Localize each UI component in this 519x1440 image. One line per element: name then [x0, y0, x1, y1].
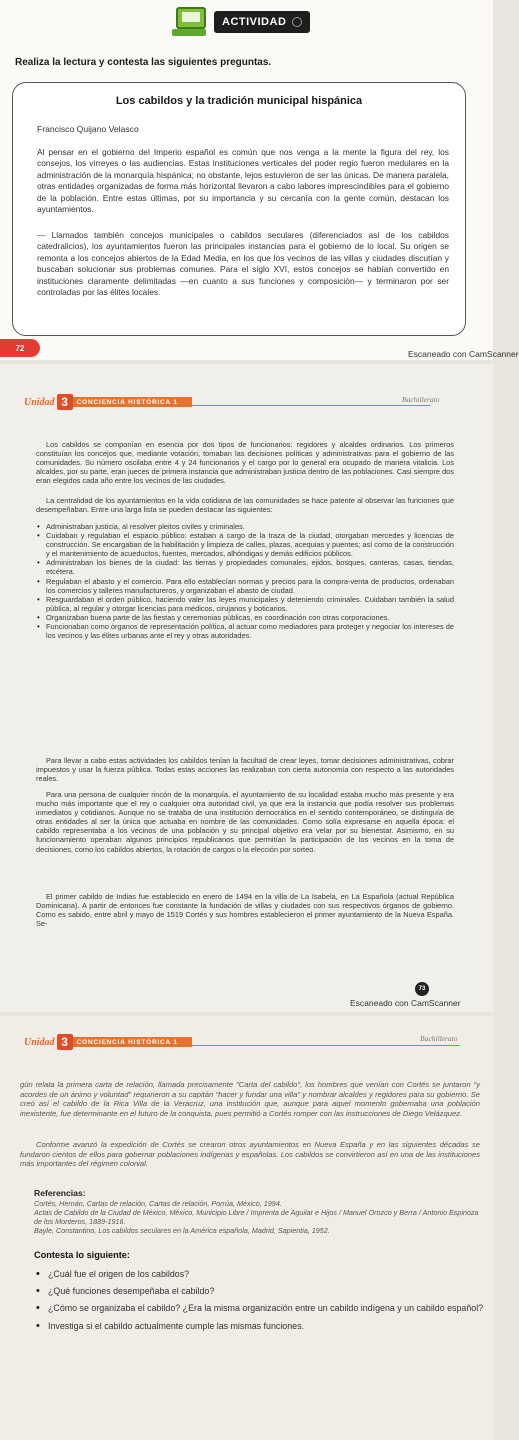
- unit-band: CONCIENCIA HISTÓRICA 1: [73, 397, 192, 407]
- paragraph: Conforme avanzó la expedición de Cortés se crearon otros ayuntamientos en Nueva España y en las siguientes décadas se fundaron cientos de ellos para gobernar poblaciones indígenas y españolas. Los cabildos se convirtieron así en una de las instituciones más importantes del régimen colonial.: [20, 1140, 480, 1169]
- question-item: • ¿Cuál fue el origen de los cabildos?: [34, 1268, 484, 1280]
- paragraph: Para una persona de cualquier rincón de la monarquía, el ayuntamiento de su localidad estaba mucho más presente y era mucho más importante que el rey o cualquier otra autoridad civil, ya que era la instancia que podía resolver sus problemas inmediatos y cotidianos. Aunque no se trataba de una institución democrática en el sentido contemporáneo, se distinguía de otras entidades al ser la única que actuaba en nombre de las comunidades. Como solía expresarse en aquella época: el cabildo representaba a los vecinos de una población y su principal objetivo era velar por su bienestar. Asimismo, en su funcionamiento operaban algunos principios republicanos que permitían la participación de los vecinos en la toma de decisiones, como los cabildos abiertos, la rotación de cargos o la elección por sorteo.: [36, 790, 454, 854]
- questions-heading: Contesta lo siguiente:: [34, 1250, 130, 1260]
- activity-label: [214, 11, 310, 33]
- article-author: Francisco Quijano Velasco: [37, 124, 139, 134]
- questions-list: [34, 1268, 484, 1337]
- page-73: [0, 364, 493, 1012]
- paragraph: Los cabildos se componían en esencia por dos tipos de funcionarios: regidores y alcaldes ordinarios. Los primeros constituían los concejos que, mediante votación, tomaban las decisiones políticas y administrativas para el gobierno de las comunidades. Su número oscilaba entre 4 y 24 funcionarios y el cargo por lo general era ocupado de manera vitalicia. Los alcaldes, por su parte, eran jueces de primera instancia que administraban justicia dentro de las poblaciones. Casi siempre dos eran elegidos cada año entre los vecinos de las ciudades.: [36, 440, 454, 486]
- unit-number: 3: [57, 394, 73, 410]
- level-label: Bachillerato: [420, 1034, 458, 1043]
- reference-item: Cortés, Hernán, Cartas de relación, Cartas de relación, Porrúa, México, 1994.: [34, 1199, 282, 1208]
- list-item: • Administraban los bienes de la ciudad: las tierras y propiedades comunales, ejidos, bosques, canteras, casas, tiendas, etcétera.: [36, 558, 454, 576]
- page-72: [0, 0, 519, 360]
- unit-band: CONCIENCIA HISTÓRICA 1: [73, 1037, 192, 1047]
- page-74: [0, 1016, 493, 1440]
- list-item: • Regulaban el abasto y el comercio. Para ello establecían normas y precios para la compra-venta de productos, ordenaban los comercios y talleres manufactureros, y organizaban el abasto de ciudad.: [36, 577, 454, 595]
- unit-word: Unidad: [24, 396, 55, 408]
- scanner-watermark: Escaneado con CamScanner: [350, 998, 461, 1008]
- reading-box: [12, 82, 466, 336]
- question-item: • Investiga si el cabildo actualmente cumple las mismas funciones.: [34, 1320, 484, 1332]
- reference-item: Actas de Cabildo de la Ciudad de México, México, Municipio Libre / Imprenta de Aguilar e Hijos / Manuel Orozco y Berra / Antonio Espinoza de los Monteros, 1889-1916.: [34, 1208, 479, 1226]
- page-number: 72: [0, 339, 40, 357]
- paragraph: Para llevar a cabo estas actividades los cabildos tenían la facultad de crear leyes, tomar decisiones administrativas, cobrar impuestos y usar la fuerza pública. Todas estas acciones las realizaban con cierta autonomía con respecto a las autoridades reales.: [36, 756, 454, 784]
- list-item: • Funcionaban como órganos de representación política, al actuar como mediadores para proteger y negociar los intereses de los vecinos y las élites urbanas ante el rey y otras autoridades.: [36, 622, 454, 640]
- header-rule: [150, 1045, 460, 1046]
- references-list: [34, 1199, 484, 1235]
- unit-number: 3: [57, 1034, 73, 1050]
- paragraph: gún relata la primera carta de relación, llamada precisamente "Carta del cabildo", los hombres que venían con Cortés se juntaron "y acordes de un ánimo y voluntad" requirieron a su capitán "hacer y fundar una villa" y nombrar alcaldes y regidores para su gobierno. Se creó así el cabildo de la Rica Villa de la Veracruz, una institución que, aunque para aquel momento gobernaba una población inexistente, fue determinante en el futuro de la conquista, pues permitió a Cortés romper con las instrucciones de Diego Velázquez.: [20, 1080, 480, 1118]
- scanner-watermark: Escaneado con CamScanner: [408, 349, 519, 359]
- unit-header: [24, 1034, 192, 1050]
- level-label: Bachillerato: [402, 395, 440, 404]
- paragraph: Al pensar en el gobierno del Imperio español es común que nos venga a la mente la figura del rey, los consejos, los virreyes o las audiencias. Estas instituciones verticales del poder regio fueron medulares en la administración de la monarquía hispánica; no obstante, lejos estuvieron de ser las únicas. De manera paralela, otras entidades organizadas de forma más horizontal llevaron a cabo labores imprescindibles para el gobierno de la población. Entre estas últimas, por su importancia y su cercanía con la gente común, destacan los ayuntamientos.: [37, 147, 449, 215]
- list-item: • Administraban justicia, al resolver pleitos civiles y criminales.: [36, 522, 454, 531]
- list-item: • Cuidaban y regulaban el espacio público: estaban a cargo de la traza de la ciudad, otorgaban mercedes y licencias de construcción. Se encargaban de la habilitación y limpieza de calles, plazas, acequias y puentes; así como de la construcción y el mantenimiento de acueductos, fuentes, mercados, alhóndigas y demás edificios públicos.: [36, 531, 454, 558]
- paragraph: — Llamados también concejos municipales o cabildos seculares (diferenciados así de los cabildos catedralicios), los ayuntamientos fueron las principales instancias para el gobierno de lo local. Su origen se remonta a los concejos abiertos de la Edad Media, en los que los vecinos de las villas y ciudades discutían y buscaban solucionar sus problemas comunes. Para el siglo XVI, estos concejos se habían convertido en instituciones claramente delimitadas —en cuanto a sus funciones y composición— y terminaron por ser controladas por las élites locales.: [37, 230, 449, 298]
- list-item: • Organizaban buena parte de las fiestas y ceremonias públicas, en coordinación con otras corporaciones.: [36, 613, 454, 622]
- instruction: Realiza la lectura y contesta las siguientes preguntas.: [15, 57, 272, 68]
- references-heading: Referencias:: [34, 1188, 86, 1198]
- activity-header: [172, 2, 310, 42]
- unit-header: [24, 394, 192, 410]
- paragraph: El primer cabildo de Indias fue establecido en enero de 1494 en la villa de La Isabela, en La Española (actual República Dominicana). A partir de entonces fue constante la fundación de villas y ciudades con sus respectivos órganos de gobierno. Como es sabido, entre abril y mayo de 1519 Cortés y sus hombres establecieron el primer ayuntamiento de la Nueva España. Se-: [36, 892, 454, 929]
- article-title: Los cabildos y la tradición municipal hispánica: [115, 95, 363, 107]
- ring-icon: [292, 17, 302, 27]
- computer-icon: [172, 4, 208, 40]
- header-rule: [150, 405, 430, 406]
- activity-label-text: ACTIVIDAD: [222, 16, 287, 28]
- question-item: • ¿Cómo se organizaba el cabildo? ¿Era la misma organización entre un cabildo indígena y un cabildo español?: [34, 1302, 484, 1314]
- unit-word: Unidad: [24, 1036, 55, 1048]
- question-item: • ¿Qué funciones desempeñaba el cabildo?: [34, 1285, 484, 1297]
- list-item: • Resguardaban el orden público, haciendo valer las leyes municipales y deteniendo criminales. Cuidaban también la salud pública, al regular y otorgar licencias para médicos, cirujanos y boticarios.: [36, 595, 454, 613]
- page-number: 73: [415, 982, 429, 996]
- paragraph: La centralidad de los ayuntamientos en la vida cotidiana de las comunidades se hace patente al observar las funciones que desempeñaban. Entre una larga lista se pueden destacar las siguientes:: [36, 496, 454, 515]
- reference-item: Bayle, Constantino, Los cabildos seculares en la América española, Madrid, Sapientia, 1952.: [34, 1226, 330, 1235]
- functions-list: [36, 522, 454, 640]
